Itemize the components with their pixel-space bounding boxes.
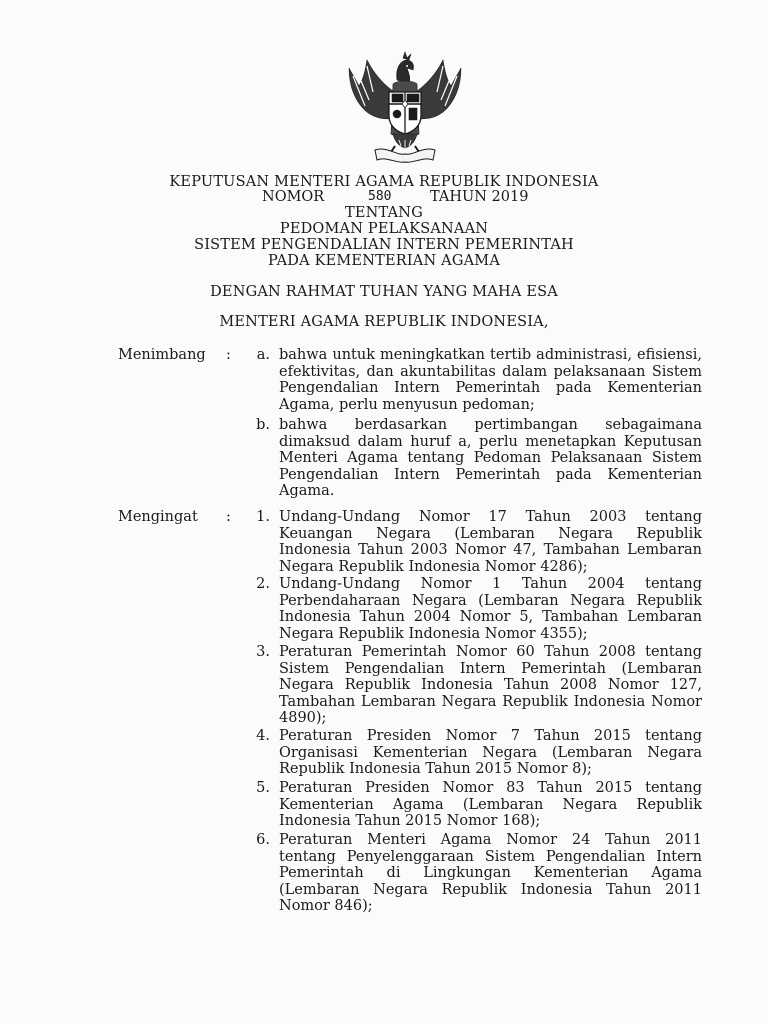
tahun-label: TAHUN 2019 <box>430 189 529 205</box>
item-marker: a. <box>256 347 270 363</box>
item-marker: 3. <box>256 644 270 660</box>
item-marker: 6. <box>256 832 270 848</box>
mengingat-item <box>246 644 702 727</box>
item-text: Peraturan Presiden Nomor 7 Tahun 2015 tentang Organisasi Kementerian Negara (Lembaran Negara Republik Indonesia Tahun 2015 Nomor 8); <box>279 728 702 778</box>
subject-line-3: PADA KEMENTERIAN AGAMA <box>267 253 501 269</box>
item-marker: 4. <box>256 728 270 744</box>
garuda-emblem-icon <box>345 46 465 164</box>
menimbang-colon: : <box>226 347 231 363</box>
nomor-value: 580 <box>368 189 392 204</box>
item-text: Peraturan Menteri Agama Nomor 24 Tahun 2011 tentang Penyelenggaraan Sistem Pengendalian Intern Pemerintah di Lingkungan Kementerian Agama (Lembaran Negara Republik Indonesia Tahun 2011 Nomor 846); <box>279 832 702 915</box>
item-text: bahwa untuk meningkatkan tertib administrasi, efisiensi, efektivitas, dan akuntabilitas dalam pelaksanaan Sistem Pengendalian Intern Pemerintah pada Kementerian Agama, perlu menyusun pedoman; <box>279 347 702 413</box>
mengingat-label: Mengingat <box>118 509 198 525</box>
mengingat-colon: : <box>226 509 231 525</box>
mengingat-item <box>246 728 702 778</box>
menimbang-item <box>246 417 702 500</box>
subject-line-2: SISTEM PENGENDALIAN INTERN PEMERINTAH <box>194 237 574 253</box>
menimbang-label: Menimbang <box>118 347 206 363</box>
mengingat-item <box>246 780 702 830</box>
item-marker: b. <box>256 417 270 433</box>
item-marker: 5. <box>256 780 270 796</box>
subject-line-1: PEDOMAN PELAKSANAAN <box>279 221 489 237</box>
mengingat-item <box>246 832 702 915</box>
decree-title: KEPUTUSAN MENTERI AGAMA REPUBLIK INDONESIA <box>169 174 599 190</box>
nomor-label: NOMOR <box>262 189 325 205</box>
mengingat-item <box>246 509 702 575</box>
rahmat-line: DENGAN RAHMAT TUHAN YANG MAHA ESA <box>210 284 558 300</box>
item-text: Peraturan Pemerintah Nomor 60 Tahun 2008 tentang Sistem Pengendalian Intern Pemerintah (Lembaran Negara Republik Indonesia Tahun 2008 Nomor 127, Tambahan Lembaran Negara Republik Indonesia Nomor 4890); <box>279 644 702 727</box>
item-marker: 1. <box>256 509 270 525</box>
menimbang-item <box>246 347 702 413</box>
menteri-line: MENTERI AGAMA REPUBLIK INDONESIA, <box>219 314 549 330</box>
item-text: Undang-Undang Nomor 17 Tahun 2003 tentang Keuangan Negara (Lembaran Negara Republik Indonesia Tahun 2003 Nomor 47, Tambahan Lembaran Negara Republik Indonesia Nomor 4286); <box>279 509 702 575</box>
item-text: bahwa berdasarkan pertimbangan sebagaimana dimaksud dalam huruf a, perlu menetapkan Keputusan Menteri Agama tentang Pedoman Pelaksanaan Sistem Pengendalian Intern Pemerintah pada Kementerian Agama. <box>279 417 702 500</box>
tentang-heading: TENTANG <box>345 205 423 221</box>
item-text: Undang-Undang Nomor 1 Tahun 2004 tentang Perbendaharaan Negara (Lembaran Negara Republik Indonesia Tahun 2004 Nomor 5, Tambahan Lembaran Negara Republik Indonesia Nomor 4355); <box>279 576 702 642</box>
mengingat-item <box>246 576 702 642</box>
item-marker: 2. <box>256 576 270 592</box>
item-text: Peraturan Presiden Nomor 83 Tahun 2015 tentang Kementerian Agama (Lembaran Negara Republik Indonesia Tahun 2015 Nomor 168); <box>279 780 702 830</box>
